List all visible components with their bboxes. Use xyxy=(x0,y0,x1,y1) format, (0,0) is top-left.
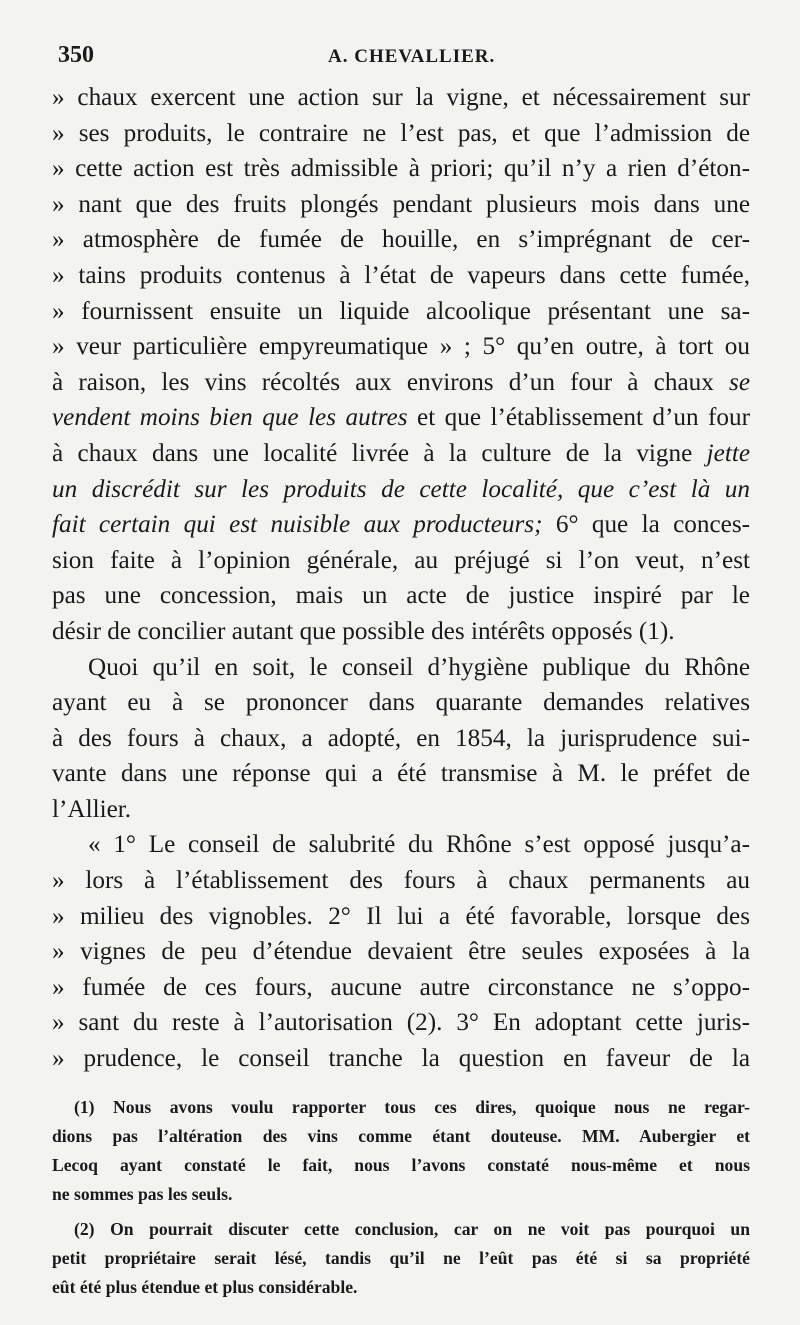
text-line: désir de concilier autant que possible des intérêts opposés (1). xyxy=(52,617,675,645)
body-text xyxy=(52,80,750,1077)
italic-segment: jette xyxy=(706,439,750,467)
text-segment: à chaux dans une localité livrée à la culture de la vigne xyxy=(52,439,693,467)
footnote-line: (1) Nous avons voulu rapporter tous ces dires, quoique nous ne regar- xyxy=(74,1097,750,1117)
text-line: » ses produits, le contraire ne l’est pas, et que l’admission de xyxy=(52,119,750,147)
text-line: » fumée de ces fours, aucune autre circonstance ne s’oppo- xyxy=(52,973,750,1001)
page-number: 350 xyxy=(58,42,94,68)
text-line: » vignes de peu d’étendue devaient être seules exposées à la xyxy=(52,938,750,966)
footnote-line: petit propriétaire serait lésé, tandis qu’il ne l’eût pas été si sa propriété xyxy=(52,1248,750,1268)
italic-segment: se xyxy=(729,368,750,396)
text-line: ayant eu à se prononcer dans quarante demandes relatives xyxy=(52,689,750,717)
footnote-line: dions pas l’altération des vins comme étant douteuse. MM. Aubergier et xyxy=(52,1126,750,1146)
footnote-line: (2) On pourrait discuter cette conclusion, car on ne voit pas pourquoi un xyxy=(74,1219,750,1239)
italic-segment: vendent moins bien que les autres xyxy=(52,404,408,432)
text-line: » atmosphère de fumée de houille, en s’imprégnant de cer- xyxy=(52,226,750,254)
text-line: pas une concession, mais un acte de justice inspiré par le xyxy=(52,582,750,610)
text-line xyxy=(52,507,750,543)
text-segment: et que l’établissement d’un four xyxy=(417,404,750,432)
footnote-line: eût été plus étendue et plus considérable. xyxy=(52,1277,358,1297)
text-line: Quoi qu’il en soit, le conseil d’hygiène publique du Rhône xyxy=(88,653,750,681)
text-line: sion faite à l’opinion générale, au préjugé si l’on veut, n’est xyxy=(52,546,750,574)
text-line: » sant du reste à l’autorisation (2). 3° En adoptant cette juris- xyxy=(52,1009,750,1037)
footnotes xyxy=(52,1093,750,1302)
text-line xyxy=(52,400,750,436)
text-segment: 6° que la conces- xyxy=(555,511,750,539)
text-line: « 1° Le conseil de salubrité du Rhône s’est opposé jusqu’a- xyxy=(88,831,750,859)
text-line: » lors à l’établissement des fours à chaux permanents au xyxy=(52,867,750,895)
text-line: » fournissent ensuite un liquide alcoolique présentant une sa- xyxy=(52,297,750,325)
italic-segment: fait certain qui est nuisible aux producteurs; xyxy=(52,511,543,539)
text-segment: à raison, les vins récoltés aux environs d’un four à chaux xyxy=(52,368,714,396)
italic-segment: un discrédit sur les produits de cette localité, que c’est là un xyxy=(52,475,750,503)
text-line: à des fours à chaux, a adopté, en 1854, la jurisprudence sui- xyxy=(52,724,750,752)
running-head: A. CHEVALLIER. xyxy=(328,46,496,67)
text-line: » cette action est très admissible à priori; qu’il n’y a rien d’éton- xyxy=(52,155,750,183)
text-line: » milieu des vignobles. 2° Il lui a été favorable, lorsque des xyxy=(52,902,750,930)
page-header xyxy=(58,42,758,76)
text-line xyxy=(52,472,750,508)
text-line: » tains produits contenus à l’état de vapeurs dans cette fumée, xyxy=(52,261,750,289)
text-line: » prudence, le conseil tranche la question en faveur de la xyxy=(52,1045,750,1073)
text-line: vante dans une réponse qui a été transmise à M. le préfet de xyxy=(52,760,750,788)
text-line: » veur particulière empyreumatique » ; 5° qu’en outre, à tort ou xyxy=(52,333,750,361)
text-line xyxy=(52,436,750,472)
text-line: l’Allier. xyxy=(52,795,132,823)
footnote-line: Lecoq ayant constaté le fait, nous l’avons constaté nous-même et nous xyxy=(52,1155,750,1175)
text-line xyxy=(52,365,750,401)
text-line: » chaux exercent une action sur la vigne, et nécessairement sur xyxy=(52,84,750,111)
footnote-line: ne sommes pas les seuls. xyxy=(52,1184,233,1204)
text-line: » nant que des fruits plongés pendant plusieurs mois dans une xyxy=(52,190,750,218)
